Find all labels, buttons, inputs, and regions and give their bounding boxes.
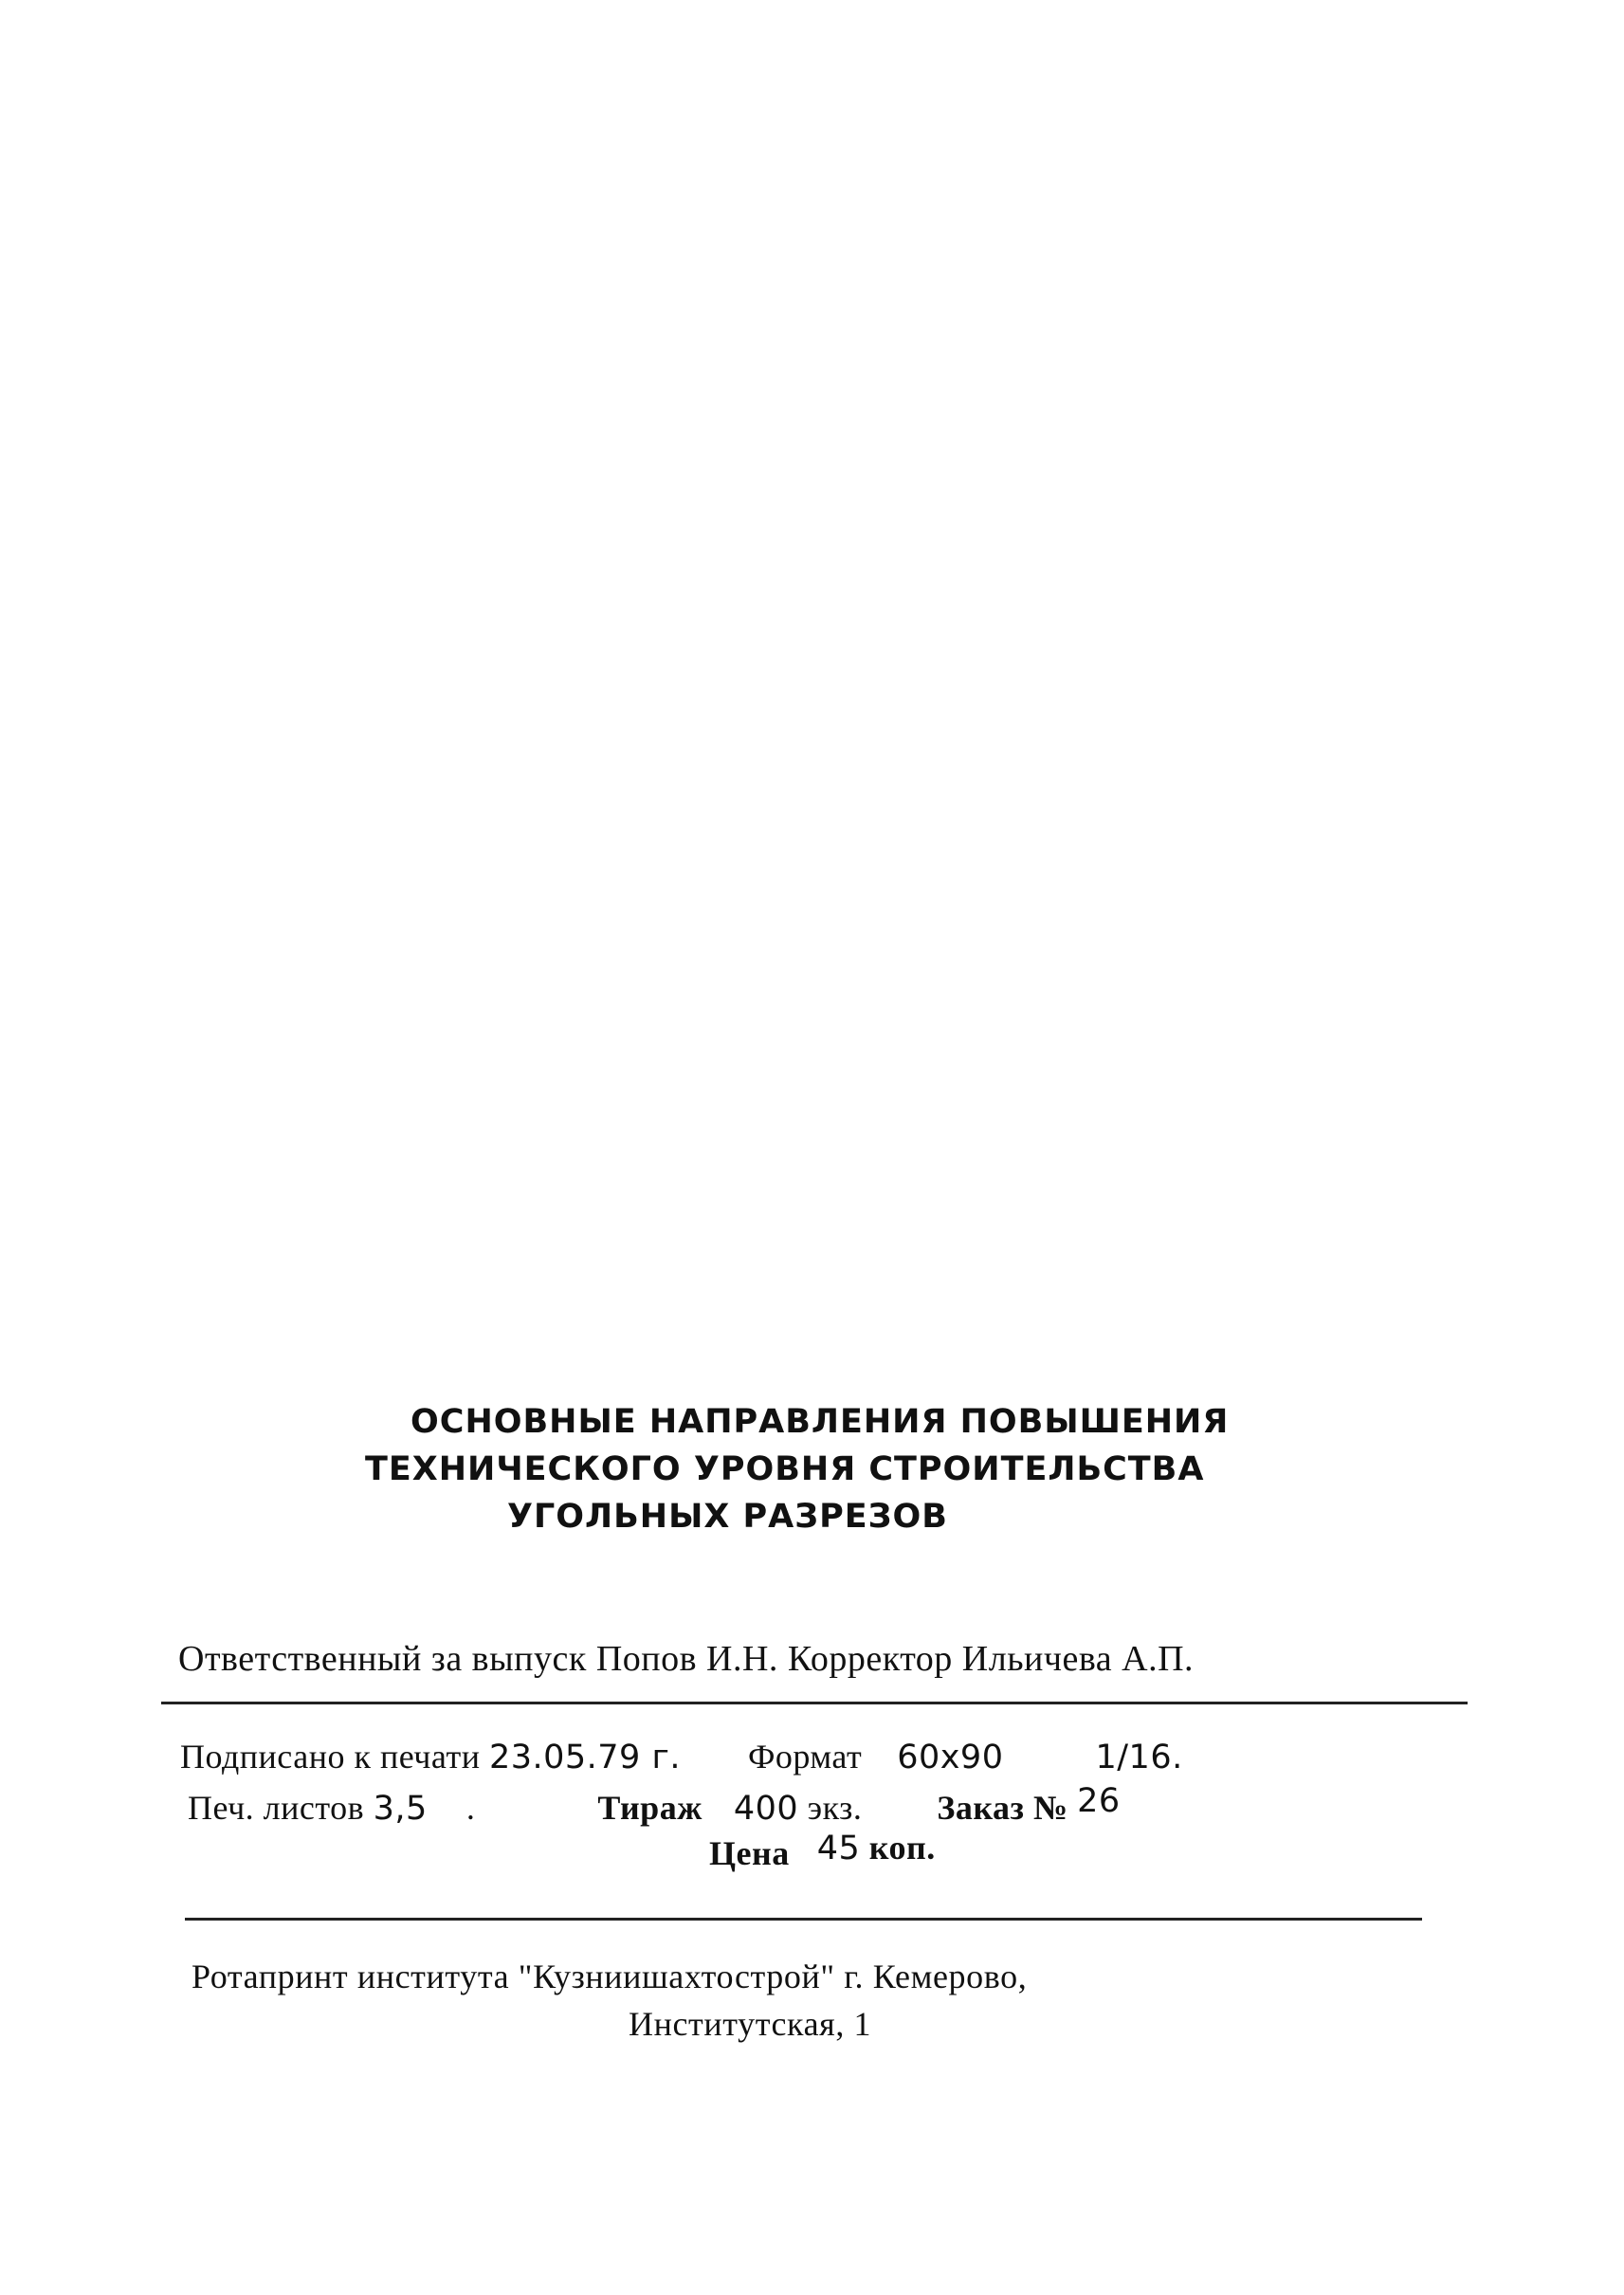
responsible-credits: Ответственный за выпуск Попов И.Н. Корректор Ильичева А.П. <box>178 1639 1195 1679</box>
imprint-row-price <box>709 1828 936 1873</box>
run-value: 400 <box>733 1790 799 1828</box>
format-value: 60x90 <box>897 1739 1004 1776</box>
format-label: Формат <box>747 1738 863 1776</box>
signed-label: Подписано к печати <box>180 1738 481 1776</box>
imprint-row-sheets <box>188 1782 1121 1828</box>
run-unit: экз. <box>807 1789 863 1827</box>
order-value: 26 <box>1077 1782 1121 1820</box>
price-unit: коп. <box>868 1829 936 1867</box>
sheets-dot: . <box>465 1789 476 1827</box>
format-fraction: 1/16. <box>1095 1739 1183 1776</box>
order-label: Заказ № <box>937 1789 1068 1827</box>
sheets-label: Печ. листов <box>188 1789 365 1827</box>
publisher-line-1: Ротапринт института "Кузниишахтострой" г. Кемерово, <box>192 1958 1028 1995</box>
title-line-3: УГОЛЬНЫХ РАЗРЕЗОВ <box>507 1498 948 1536</box>
document-title <box>365 1398 1229 1540</box>
run-label: Тираж <box>597 1789 703 1827</box>
divider-top <box>161 1702 1468 1704</box>
publisher-line-2: Институтская, 1 <box>629 2005 872 2043</box>
divider-bottom <box>185 1918 1422 1921</box>
signed-date: 23.05.79 г. <box>488 1739 681 1776</box>
price-value: 45 <box>816 1830 861 1867</box>
price-label: Цена <box>709 1834 790 1872</box>
sheets-value: 3,5 <box>373 1790 428 1828</box>
title-line-2: ТЕХНИЧЕСКОГО УРОВНЯ СТРОИТЕЛЬСТВА <box>365 1450 1205 1488</box>
title-line-1: ОСНОВНЫЕ НАПРАВЛЕНИЯ ПОВЫШЕНИЯ <box>411 1403 1230 1441</box>
imprint-row-signed <box>180 1737 1183 1776</box>
